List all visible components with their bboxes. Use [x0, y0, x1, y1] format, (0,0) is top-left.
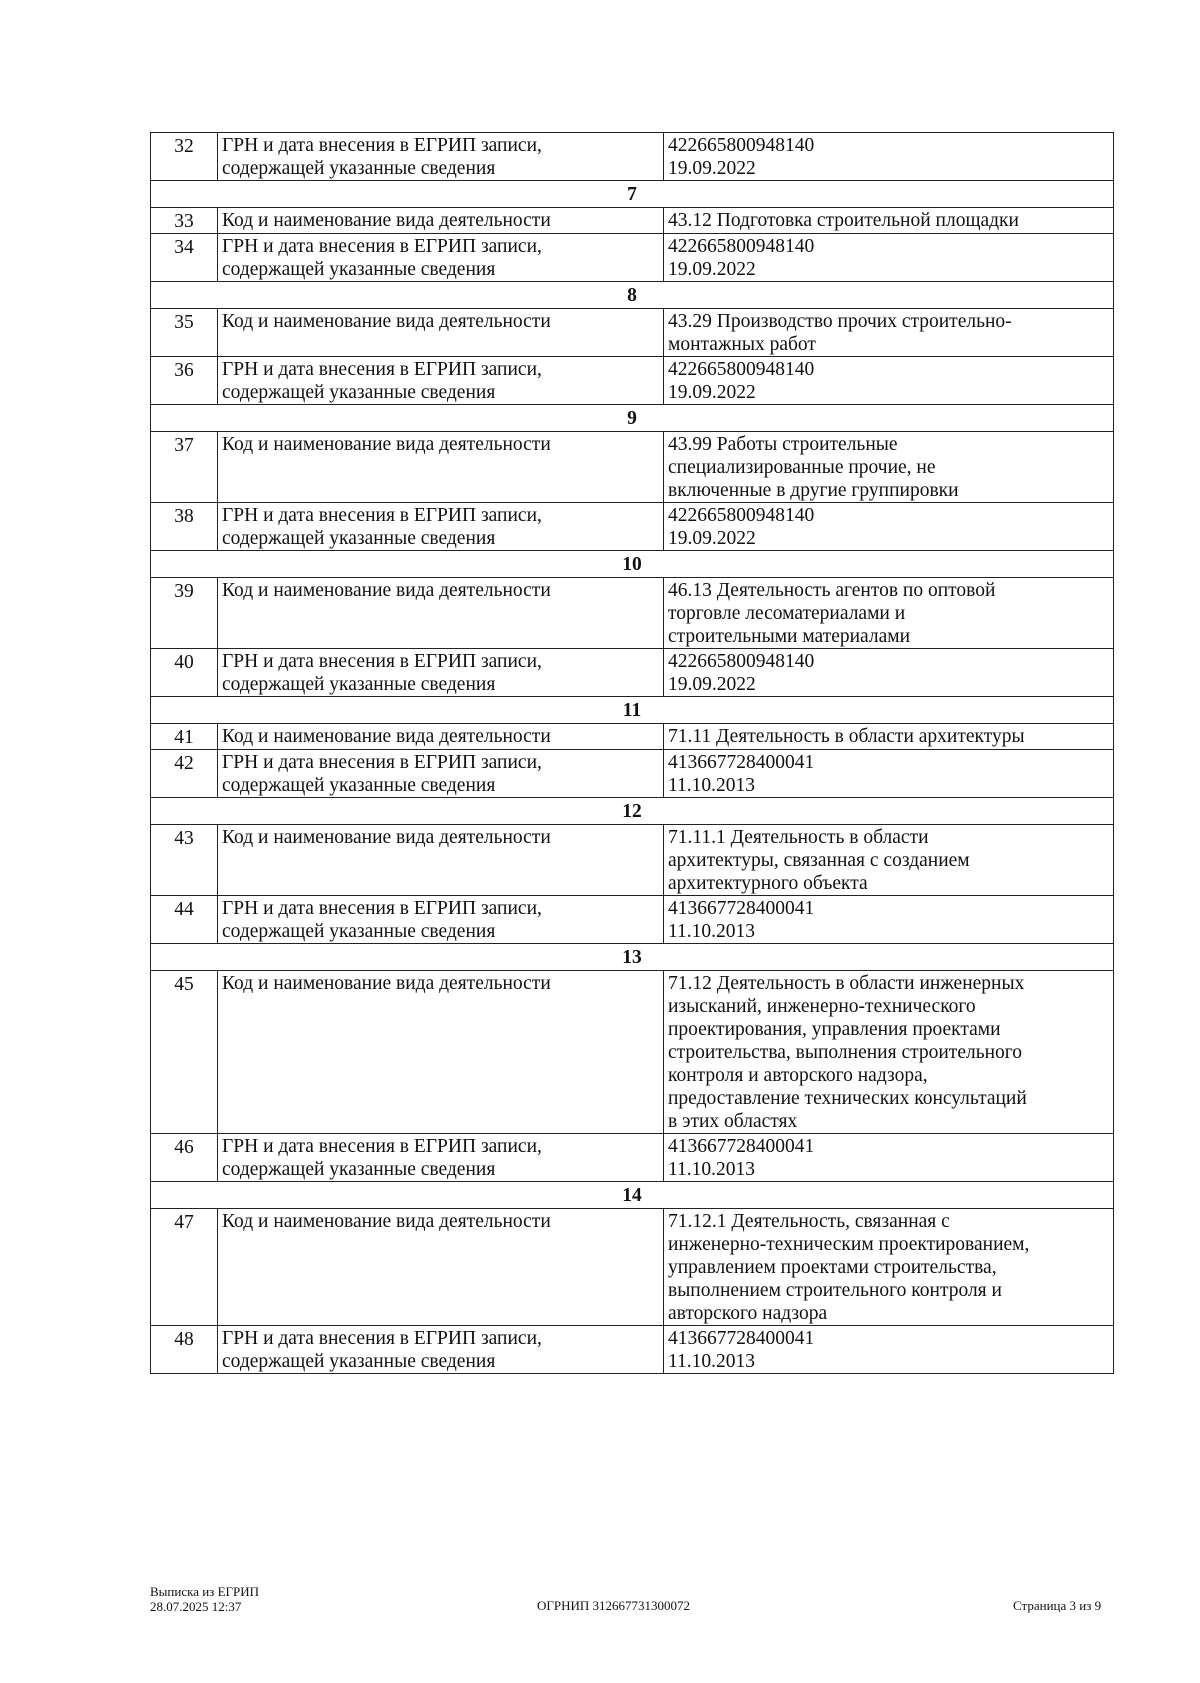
field-label-line: Код и наименование вида деятельности [222, 1211, 551, 1232]
field-value-line: авторского надзора [668, 1303, 828, 1324]
row-number: 42 [151, 750, 218, 798]
field-value-line: контроля и авторского надзора, [668, 1065, 928, 1086]
row-number: 38 [151, 503, 218, 551]
field-value-line: 19.09.2022 [668, 259, 756, 280]
section-number: 7 [151, 181, 1114, 208]
field-label-line: Код и наименование вида деятельности [222, 434, 551, 455]
field-label-line: ГРН и дата внесения в ЕГРИП записи, [222, 135, 542, 156]
field-label-line: ГРН и дата внесения в ЕГРИП записи, [222, 1328, 542, 1349]
field-label-line: содержащей указанные сведения [222, 921, 496, 942]
field-value [664, 750, 1114, 798]
field-value-line: строительства, выполнения строительного [668, 1042, 1023, 1063]
egrip-activities-table [150, 132, 1114, 1374]
field-label [218, 503, 664, 551]
section-header-row [151, 551, 1114, 578]
field-value-line: 413667728400041 [668, 1328, 815, 1349]
field-label-line: содержащей указанные сведения [222, 775, 496, 796]
field-value-line: изысканий, инженерно-технического [668, 996, 976, 1017]
field-value-line: 43.29 Производство прочих строительно- [668, 311, 1012, 332]
field-value-line: архитектурного объекта [668, 873, 868, 894]
row-number: 41 [151, 724, 218, 750]
field-value-line: 71.11 Деятельность в области архитектуры [668, 726, 1025, 747]
field-label [218, 578, 664, 649]
field-label [218, 234, 664, 282]
field-label-line: Код и наименование вида деятельности [222, 311, 551, 332]
field-value-line: 71.11.1 Деятельность в области [668, 827, 929, 848]
field-label [218, 1209, 664, 1326]
field-label [218, 724, 664, 750]
field-value [664, 724, 1114, 750]
field-value-line: монтажных работ [668, 334, 816, 355]
row-number: 43 [151, 825, 218, 896]
row-number: 48 [151, 1326, 218, 1374]
field-value [664, 432, 1114, 503]
field-value [664, 357, 1114, 405]
table-row [151, 649, 1114, 697]
section-header-row [151, 181, 1114, 208]
table-row [151, 432, 1114, 503]
field-value-line: 11.10.2013 [668, 921, 756, 942]
field-value-line: 422665800948140 [668, 359, 815, 380]
table-row [151, 1209, 1114, 1326]
field-label [218, 432, 664, 503]
table-row [151, 309, 1114, 357]
field-value-line: 11.10.2013 [668, 1351, 756, 1372]
field-value-line: 43.99 Работы строительные [668, 434, 898, 455]
field-label [218, 1134, 664, 1182]
field-value [664, 208, 1114, 234]
field-value-line: 19.09.2022 [668, 528, 756, 549]
field-value-line: 19.09.2022 [668, 674, 756, 695]
field-value-line: 422665800948140 [668, 651, 815, 672]
field-value [664, 1134, 1114, 1182]
field-value-line: 46.13 Деятельность агентов по оптовой [668, 580, 996, 601]
row-number: 44 [151, 896, 218, 944]
section-header-row [151, 944, 1114, 971]
table-row [151, 724, 1114, 750]
field-value [664, 1326, 1114, 1374]
field-value-line: 413667728400041 [668, 1136, 815, 1157]
section-number: 8 [151, 282, 1114, 309]
field-value-line: 43.12 Подготовка строительной площадки [668, 210, 1019, 231]
row-number: 45 [151, 971, 218, 1134]
field-value-line: специализированные прочие, не [668, 457, 936, 478]
field-label [218, 309, 664, 357]
table-row [151, 1326, 1114, 1374]
field-value [664, 309, 1114, 357]
section-number: 13 [151, 944, 1114, 971]
field-label-line: ГРН и дата внесения в ЕГРИП записи, [222, 359, 542, 380]
table-row [151, 503, 1114, 551]
row-number: 40 [151, 649, 218, 697]
field-label [218, 357, 664, 405]
field-label-line: содержащей указанные сведения [222, 259, 496, 280]
field-value [664, 649, 1114, 697]
field-value-line: 11.10.2013 [668, 775, 756, 796]
section-number: 12 [151, 798, 1114, 825]
field-value-line: 422665800948140 [668, 505, 815, 526]
field-label [218, 133, 664, 181]
field-label-line: Код и наименование вида деятельности [222, 827, 551, 848]
section-number: 11 [151, 697, 1114, 724]
table-row [151, 896, 1114, 944]
field-label [218, 896, 664, 944]
field-value [664, 133, 1114, 181]
field-label [218, 750, 664, 798]
table-row [151, 1134, 1114, 1182]
field-value-line: 422665800948140 [668, 135, 815, 156]
row-number: 32 [151, 133, 218, 181]
table-row [151, 234, 1114, 282]
field-value [664, 825, 1114, 896]
field-label-line: ГРН и дата внесения в ЕГРИП записи, [222, 651, 542, 672]
field-label-line: Код и наименование вида деятельности [222, 726, 551, 747]
field-label-line: ГРН и дата внесения в ЕГРИП записи, [222, 752, 542, 773]
footer-doc-title: Выписка из ЕГРИП [150, 1584, 260, 1599]
field-label-line: ГРН и дата внесения в ЕГРИП записи, [222, 898, 542, 919]
field-label-line: содержащей указанные сведения [222, 382, 496, 403]
section-header-row [151, 697, 1114, 724]
field-value [664, 971, 1114, 1134]
field-label [218, 1326, 664, 1374]
footer-document-info [150, 1584, 259, 1614]
field-value [664, 503, 1114, 551]
field-label [218, 208, 664, 234]
field-value-line: в этих областях [668, 1111, 798, 1132]
field-label-line: ГРН и дата внесения в ЕГРИП записи, [222, 1136, 542, 1157]
field-label-line: содержащей указанные сведения [222, 528, 496, 549]
field-value-line: 19.09.2022 [668, 158, 756, 179]
row-number: 37 [151, 432, 218, 503]
field-label [218, 971, 664, 1134]
footer-doc-datetime: 28.07.2025 12:37 [150, 1599, 242, 1614]
row-number: 47 [151, 1209, 218, 1326]
field-value-line: 71.12 Деятельность в области инженерных [668, 973, 1025, 994]
row-number: 36 [151, 357, 218, 405]
field-label-line: Код и наименование вида деятельности [222, 580, 551, 601]
row-number: 34 [151, 234, 218, 282]
section-number: 14 [151, 1182, 1114, 1209]
field-value-line: архитектуры, связанная с созданием [668, 850, 970, 871]
row-number: 35 [151, 309, 218, 357]
field-label-line: содержащей указанные сведения [222, 158, 496, 179]
field-value-line: выполнением строительного контроля и [668, 1280, 1002, 1301]
field-value-line: проектирования, управления проектами [668, 1019, 1001, 1040]
field-label-line: содержащей указанные сведения [222, 1159, 496, 1180]
table-row [151, 133, 1114, 181]
field-label [218, 649, 664, 697]
section-header-row [151, 798, 1114, 825]
table-row [151, 825, 1114, 896]
section-header-row [151, 405, 1114, 432]
field-label-line: Код и наименование вида деятельности [222, 973, 551, 994]
section-header-row [151, 1182, 1114, 1209]
section-header-row [151, 282, 1114, 309]
field-value-line: 71.12.1 Деятельность, связанная с [668, 1211, 950, 1232]
section-number: 9 [151, 405, 1114, 432]
field-value-line: 413667728400041 [668, 898, 815, 919]
field-label-line: ГРН и дата внесения в ЕГРИП записи, [222, 236, 542, 257]
table-row [151, 208, 1114, 234]
table-row [151, 578, 1114, 649]
field-value-line: 413667728400041 [668, 752, 815, 773]
footer-page-number: Страница 3 из 9 [1013, 1598, 1102, 1613]
field-value-line: инженерно-техническим проектированием, [668, 1234, 1030, 1255]
row-number: 39 [151, 578, 218, 649]
field-label [218, 825, 664, 896]
table-row [151, 750, 1114, 798]
field-value-line: торговле лесоматериалами и [668, 603, 906, 624]
field-value-line: 422665800948140 [668, 236, 815, 257]
field-value-line: включенные в другие группировки [668, 480, 959, 501]
field-value [664, 234, 1114, 282]
footer-ogrnip: ОГРНИП 312667731300072 [537, 1598, 691, 1613]
field-value-line: предоставление технических консультаций [668, 1088, 1027, 1109]
table-body [151, 133, 1114, 1374]
field-value-line: 19.09.2022 [668, 382, 756, 403]
field-label-line: содержащей указанные сведения [222, 674, 496, 695]
field-value-line: управлением проектами строительства, [668, 1257, 997, 1278]
field-value [664, 896, 1114, 944]
field-value [664, 578, 1114, 649]
field-label-line: содержащей указанные сведения [222, 1351, 496, 1372]
section-number: 10 [151, 551, 1114, 578]
row-number: 33 [151, 208, 218, 234]
field-label-line: ГРН и дата внесения в ЕГРИП записи, [222, 505, 542, 526]
field-value [664, 1209, 1114, 1326]
field-value-line: 11.10.2013 [668, 1159, 756, 1180]
row-number: 46 [151, 1134, 218, 1182]
table-row [151, 971, 1114, 1134]
field-value-line: строительными материалами [668, 626, 911, 647]
table-row [151, 357, 1114, 405]
field-label-line: Код и наименование вида деятельности [222, 210, 551, 231]
